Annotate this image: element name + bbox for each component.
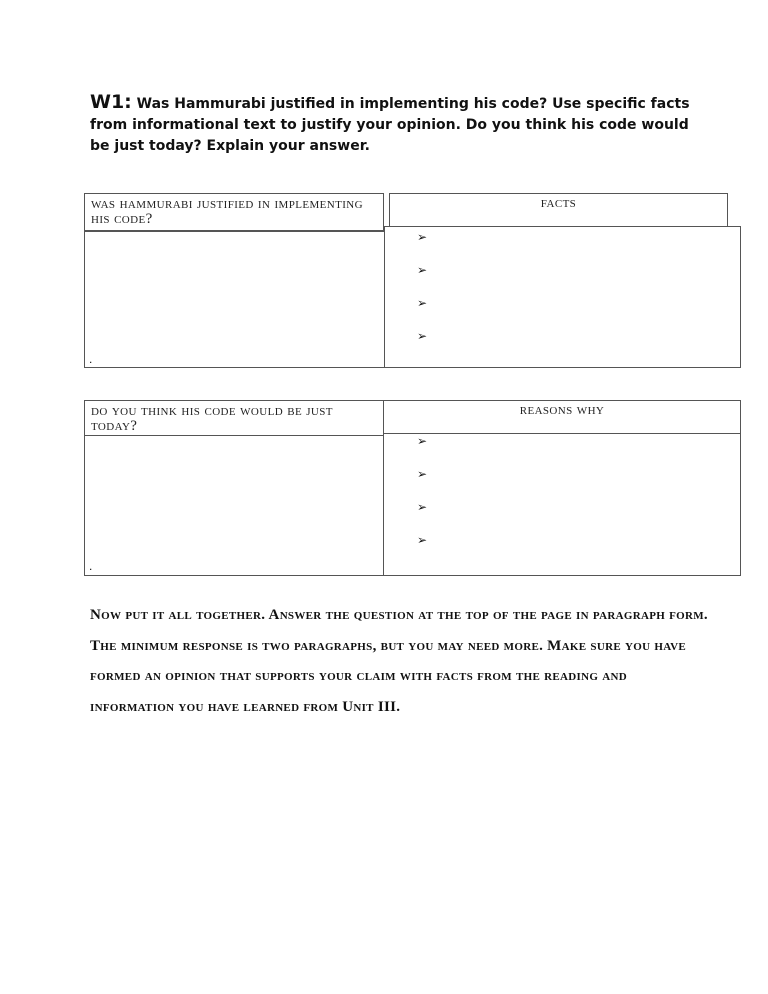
organizer-1-left-answer-box[interactable] [84, 231, 385, 368]
organizer-2-right-reasons-box[interactable] [383, 433, 741, 576]
bullet-arrow-icon: ➢ [417, 533, 428, 547]
organizer-1-right-header [389, 193, 728, 227]
facts-label: facts [540, 195, 577, 211]
facts-bullet-list [417, 231, 427, 363]
organizer-2-left-answer-box[interactable] [84, 435, 384, 576]
bullet-arrow-icon: ➢ [417, 467, 428, 481]
organizer-2-right-header [383, 400, 741, 434]
bullet-arrow-icon: ➢ [417, 329, 428, 343]
organizer-1-left-header [84, 193, 384, 231]
organizer-1-right-facts-box[interactable] [384, 226, 741, 368]
bullet-arrow-icon: ➢ [417, 296, 428, 310]
reasons-bullet-list [417, 435, 427, 567]
organizer-1-period-mark: . [89, 352, 93, 366]
bullet-arrow-icon: ➢ [417, 230, 428, 244]
writing-prompt [90, 92, 700, 157]
organizer-1-question-label: was hammurabi justified in implementing his code? [91, 196, 363, 227]
paragraph-instructions: Now put it all together. Answer the question at the top of the page in paragraph form. The minimum response is two paragraphs, but you may need more. Make sure you have formed an opinion that supports your claim with facts from the reading and information you have learned from Unit III. [90, 607, 708, 715]
bullet-arrow-icon: ➢ [417, 500, 428, 514]
bullet-arrow-icon: ➢ [417, 263, 428, 277]
reasons-why-label: reasons why [519, 402, 605, 418]
bullet-arrow-icon: ➢ [417, 434, 428, 448]
organizer-2-question-label: do you think his code would be just today? [91, 403, 333, 434]
organizer-2-period-mark: . [89, 559, 93, 573]
organizer-2-left-header [84, 400, 384, 436]
prompt-text: Was Hammurabi justified in implementing his code? Use specific facts from informational text to justify your opinion. Do you think his code would be just today? Explain your answer. [90, 96, 690, 154]
prompt-label: W1: [90, 91, 132, 113]
